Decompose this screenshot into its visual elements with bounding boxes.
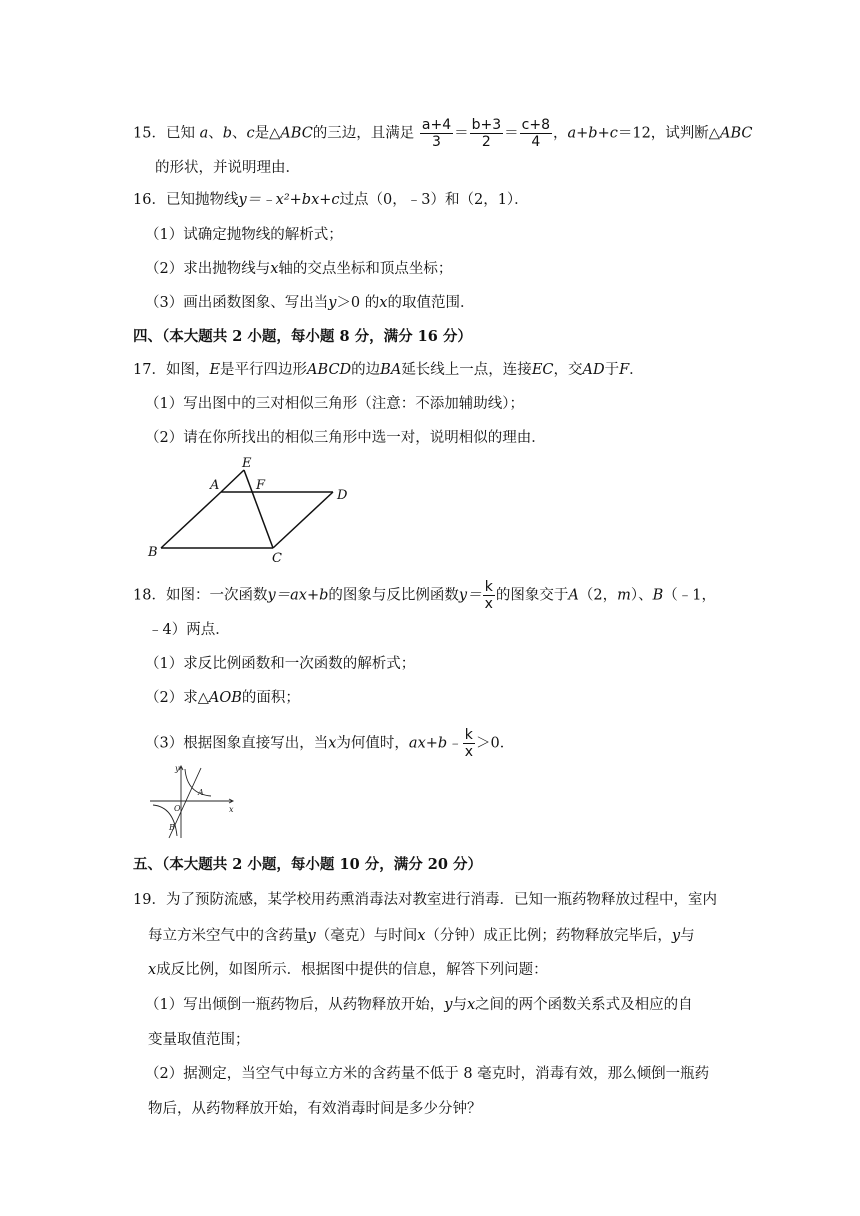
label-B: B — [148, 545, 158, 560]
q18-line1: 18．如图：一次函数y＝ax+b的图象与反比例函数y＝ $\frac{k}{x}$ 的图象交于A（2，m）、B（﹣1， — [133, 579, 717, 612]
q19-sub1-cont: 变量取值范围； — [148, 1032, 250, 1048]
point-label-A: A — [198, 788, 204, 797]
q18-sub2: （2）求△AOB的面积； — [145, 690, 300, 706]
q18-line2: ﹣4）两点． — [148, 622, 230, 638]
q18-sub1: （1）求反比例函数和一次函数的解析式； — [145, 656, 416, 672]
fraction-a: $\frac{a+4}{3}$ — [421, 117, 452, 150]
q17-sub2: （2）请在你所找出的相似三角形中选一对，说明相似的理由． — [145, 430, 546, 446]
label-D: D — [337, 488, 348, 503]
q18-sub3: （3）根据图象直接写出，当x为何值时，ax+b﹣ $\frac{k}{x}$ ＞0． — [145, 727, 515, 760]
q19-line2: 每立方米空气中的含药量y（毫克）与时间x（分钟）成正比例；药物释放完毕后，y与 — [148, 928, 695, 944]
q19-sub2: （2）据测定，当空气中每立方米的含药量不低于 8 毫克时，消毒有效，那么倾倒一瓶药 — [145, 1066, 710, 1082]
label-A: A — [210, 478, 220, 493]
segment-DC — [273, 492, 333, 548]
segment-BA — [161, 492, 221, 548]
function-graph-figure — [145, 760, 240, 840]
section-4-heading: 四、（本大题共 2 小题，每小题 8 分，满分 16 分） — [133, 328, 472, 345]
q19-sub2-cont: 物后，从药物释放开始，有效消毒时间是多少分钟？ — [148, 1101, 482, 1117]
label-E: E — [242, 456, 252, 471]
label-F: F — [256, 478, 266, 493]
q17-line1: 17．如图，E是平行四边形ABCD的边BA延长线上一点，连接EC，交AD于F． — [133, 362, 644, 378]
segment-AE — [221, 470, 244, 492]
axis-label-x: x — [229, 805, 234, 814]
q16-sub1: （1）试确定抛物线的解析式； — [145, 227, 343, 243]
axis-label-y: y — [175, 764, 180, 773]
section-5-heading: 五、（本大题共 2 小题，每小题 10 分，满分 20 分） — [133, 856, 482, 873]
q19-line1: 19．为了预防流感，某学校用药熏消毒法对教室进行消毒．已知一瓶药物释放过程中，室内 — [133, 892, 717, 908]
q17-sub1: （1）写出图中的三对相似三角形（注意：不添加辅助线）； — [145, 396, 524, 412]
q16-sub3: （3）画出函数图象、写出当y＞0 的x的取值范围． — [145, 295, 475, 311]
fraction-k-over-x-2: $\frac{k}{x}$ — [464, 727, 473, 760]
q19-sub1: （1）写出倾倒一瓶药物后，从药物释放开始，y与x之间的两个函数关系式及相应的自 — [145, 997, 693, 1013]
q16-sub2: （2）求出抛物线与x轴的交点坐标和顶点坐标； — [145, 261, 453, 277]
q16-line1: 16．已知抛物线y＝﹣x²+bx+c过点（0，﹣3）和（2，1）． — [133, 192, 529, 208]
fraction-c: $\frac{c+8}{4}$ — [521, 117, 550, 150]
fraction-b: $\frac{b+3}{2}$ — [471, 117, 502, 150]
origin-label: O — [174, 804, 181, 813]
q19-line3: x成反比例，如图所示．根据图中提供的信息，解答下列问题： — [148, 962, 548, 978]
parallelogram-figure — [140, 452, 370, 567]
q15-line1: 15．已知 a、b、c是△ABC的三边，且满足 $\frac{a+4}{3}$ ＝ $\frac{b+3}{2}$ ＝ $\frac{c+8}{4}$ ，a+b+c＝12，试判断△ABC — [133, 117, 753, 150]
q15-line2: 的形状，并说明理由． — [155, 160, 300, 176]
point-label-B: B — [169, 823, 175, 832]
label-C: C — [272, 551, 282, 566]
fraction-k-over-x: $\frac{k}{x}$ — [484, 579, 493, 612]
